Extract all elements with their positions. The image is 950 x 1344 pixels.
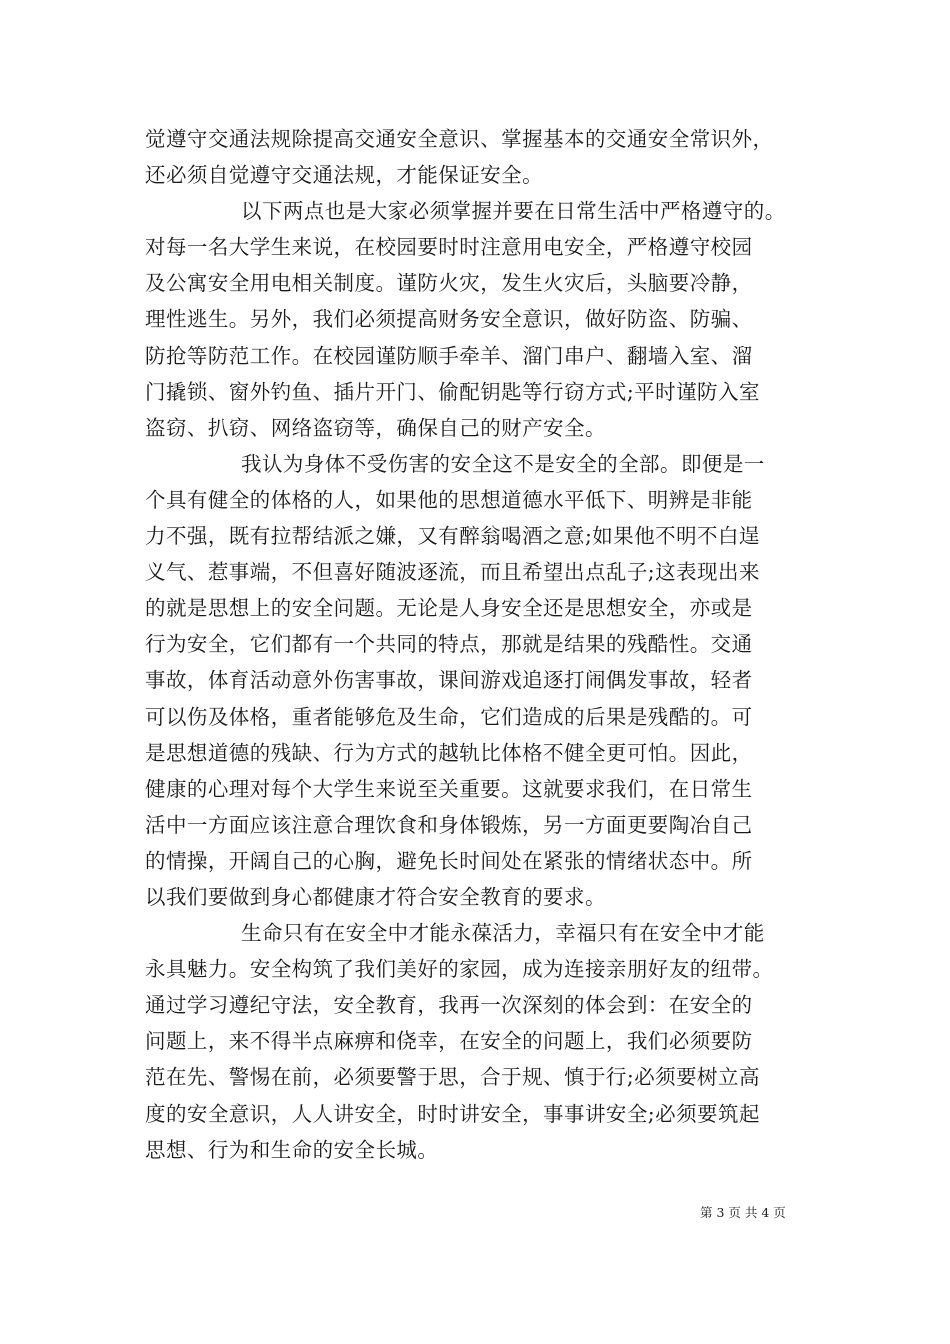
- text-line: 的就是思想上的安全问题。无论是人身安全还是思想安全，亦或是: [145, 596, 753, 621]
- text-line: 思想、行为和生命的安全长城。: [145, 1137, 439, 1162]
- text-line: 及公寓安全用电相关制度。谨防火灾，发生火灾后，头脑要冷静，: [145, 271, 753, 296]
- text-line: 健康的心理对每个大学生来说至关重要。这就要求我们，在日常生: [145, 776, 753, 801]
- paragraph-first-line: 我认为身体不受伤害的安全这不是安全的全部。即便是一: [241, 451, 765, 476]
- text-line: 门撬锁、窗外钓鱼、插片开门、偷配钥匙等行窃方式;平时谨防入室: [145, 379, 760, 404]
- text-line: 还必须自觉遵守交通法规，才能保证安全。: [145, 163, 544, 188]
- body-text: [145, 121, 815, 1168]
- text-line: 是思想道德的残缺、行为方式的越轨比体格不健全更可怕。因此，: [145, 740, 753, 765]
- text-line: 行为安全，它们都有一个共同的特点，那就是结果的残酷性。交通: [145, 632, 753, 657]
- text-line: 力不强，既有拉帮结派之嫌，又有醉翁喝酒之意;如果他不明不白逞: [145, 524, 760, 549]
- paragraph-first-line: 以下两点也是大家必须掌握并要在日常生活中严格遵守的。: [241, 199, 786, 224]
- text-line: 以我们要做到身心都健康才符合安全教育的要求。: [145, 884, 606, 909]
- text-line: 觉遵守交通法规除提高交通安全意识、掌握基本的交通安全常识外，: [145, 127, 774, 151]
- text-line: 度的安全意识，人人讲安全，时时讲安全，事事讲安全;必须要筑起: [145, 1101, 760, 1126]
- text-line: 活中一方面应该注意合理饮食和身体锻炼，另一方面更要陶冶自己: [145, 812, 753, 837]
- text-line: 理性逃生。另外，我们必须提高财务安全意识，做好防盗、防骗、: [145, 307, 753, 332]
- text-line: 范在先、警惕在前，必须要警于思，合于规、慎于行;必须要树立高: [145, 1065, 760, 1090]
- text-line: 永具魅力。安全构筑了我们美好的家园，成为连接亲朋好友的纽带。: [145, 957, 774, 982]
- paragraph-first-line: 生命只有在安全中才能永葆活力，幸福只有在安全中才能: [241, 921, 765, 946]
- page-number-footer: 第 3 页 共 4 页: [700, 1205, 786, 1220]
- text-line: 盗窃、扒窃、网络盗窃等，确保自己的财产安全。: [145, 415, 606, 440]
- text-line: 防抢等防范工作。在校园谨防顺手牵羊、溜门串户、翻墙入室、溜: [145, 343, 753, 368]
- text-line: 问题上，来不得半点麻痹和侥幸，在安全的问题上，我们必须要防: [145, 1029, 753, 1054]
- text-line: 可以伤及体格，重者能够危及生命，它们造成的后果是残酷的。可: [145, 704, 753, 729]
- text-line: 事故，体育活动意外伤害事故，课间游戏追逐打闹偶发事故，轻者: [145, 668, 753, 693]
- text-line: 个具有健全的体格的人，如果他的思想道德水平低下、明辨是非能: [145, 487, 753, 512]
- text-line: 通过学习遵纪守法，安全教育，我再一次深刻的体会到：在安全的: [145, 993, 753, 1018]
- text-line: 对每一名大学生来说，在校园要时时注意用电安全，严格遵守校园: [145, 235, 753, 260]
- text-line: 的情操，开阔自己的心胸，避免长时间处在紧张的情绪状态中。所: [145, 848, 753, 873]
- text-line: 义气、惹事端，不但喜好随波逐流，而且希望出点乱子;这表现出来: [145, 560, 760, 585]
